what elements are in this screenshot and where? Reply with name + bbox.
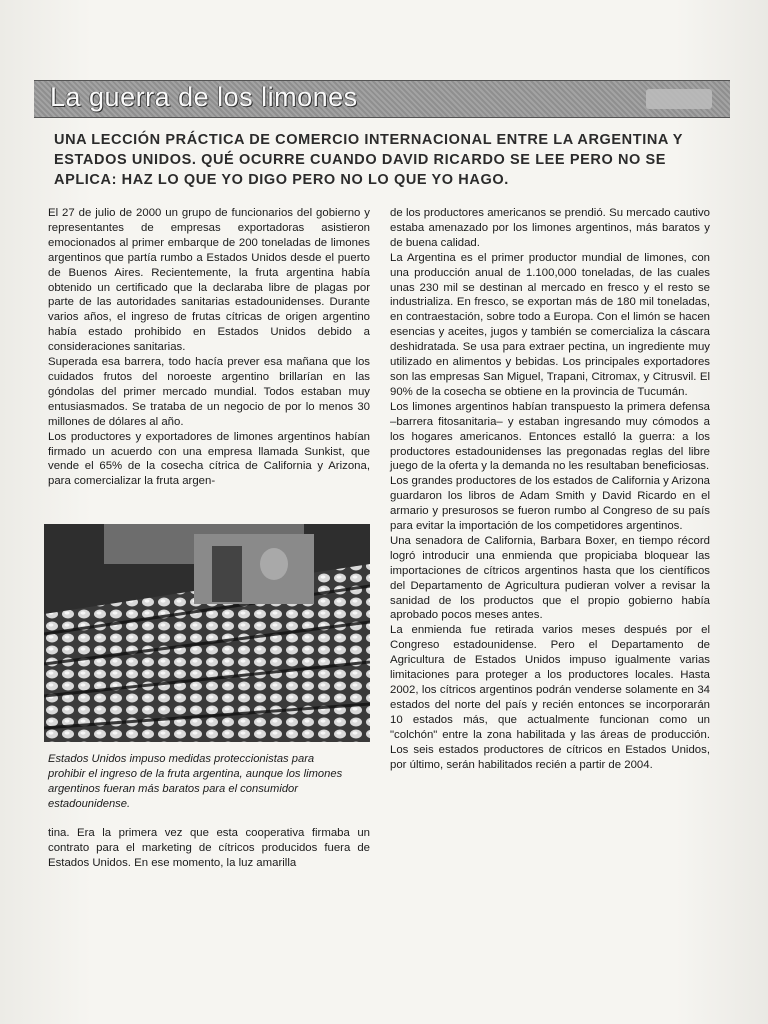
- paragraph: tina. Era la primera vez que esta cooperativa firmaba un contrato para el marketing de cítricos producidos fuera de Estados Unidos. En ese momento, la luz amarilla: [48, 827, 370, 869]
- paragraph: La enmienda fue retirada varios meses después por el Congreso estadounidense. Pero el Departamento de Agricultura de Estados Unidos impuso igualmente varias limitaciones para proteger a los productores locales. Hasta 2002, los cítricos argentinos podrán venderse solamente en 34 estados del norte del país y recién entonces se incorporarán 10 estados más, que actualmente funcionan como un "colchón" entre la zona habilitada y las áreas de producción. Los seis estados productores de cítricos en Estados Unidos, por último, serán habilitados recién a partir de 2004.: [390, 624, 710, 771]
- left-column-continued: [48, 826, 370, 871]
- left-column: [48, 206, 370, 489]
- paragraph: Una senadora de California, Barbara Boxer, en tiempo récord logró introducir una enmienda que propiciaba bloquear las importaciones de cítricos argentinos hasta que los científicos del Departamento de Agricultura pudieran volver a revisar la sanidad de los productos que el propio gobierno había aprobado pocos meses antes.: [390, 534, 710, 622]
- paragraph: Los limones argentinos habían transpuesto la primera defensa –barrera fitosanitaria– y estaban ingresando muy cómodos a los hogares americanos. Entonces estalló la guerra: a los productores estadounidenses las pregonadas reglas del libre juego de la oferta y la demanda no les resultaban beneficiosas.: [390, 400, 710, 473]
- section-banner: [34, 80, 730, 118]
- paragraph: Los grandes productores de los estados de California y Arizona guardaron los libros de Adam Smith y David Ricardo en el armario y presurosos se fueron rumbo al Congreso de su país para evitar la importación de los competidores argentinos.: [390, 475, 710, 533]
- paragraph: Los productores y exportadores de limones argentinos habían firmado un acuerdo con una empresa llamada Sunkist, que vende el 65% de la cosecha cítrica de California y Arizona, para comercializar la fruta argen-: [48, 430, 370, 488]
- section-tag: [646, 89, 712, 109]
- photo-caption: Estados Unidos impuso medidas proteccionistas para prohibir el ingreso de la fruta argentina, aunque los limones argentinos fueran más baratos para el consumidor estadounidense.: [48, 753, 343, 810]
- paragraph: La Argentina es el primer productor mundial de limones, con una producción anual de 1.100,000 toneladas, de las cuales unas 230 mil se destinan al mercado en fresco y el resto se industrializa. En fresco, se exportan más de 180 mil toneladas, en contraestación, sobre todo a Europa. Con el limón se hacen esencias y aceites, jugos y también se comercializa la cáscara deshidratada. Se usa para extraer pectina, un ingrediente muy utilizado en alimentos y bebidas. Los principales exportadores son las empresas San Miguel, Trapani, Citromax, y Citrusvil. El 90% de la cosecha se obtiene en la provincia de Tucumán.: [390, 251, 710, 398]
- right-column: [390, 206, 710, 772]
- paragraph: Superada esa barrera, todo hacía prever esa mañana que los cuidados frutos del noroeste argentino brillarían en las góndolas del primer mercado mundial. Todos estaban muy entusiasmados. Se trataba de un negocio de por lo menos 30 millones de dólares al año.: [48, 356, 370, 428]
- section-title: La guerra de los limones: [50, 82, 358, 112]
- article-subtitle: UNA LECCIÓN PRÁCTICA DE COMERCIO INTERNACIONAL ENTRE LA ARGENTINA Y ESTADOS UNIDOS. QUÉ OCURRE CUANDO DAVID RICARDO SE LEE PERO NO SE APLICA: HAZ LO QUE YO DIGO PERO NO LO QUE YO HAGO.: [54, 132, 683, 188]
- paragraph: El 27 de julio de 2000 un grupo de funcionarios del gobierno y representantes de empresas exportadoras asistieron emocionados al primer embarque de 200 toneladas de limones argentinos que partía rumbo a Estados Unidos desde el puerto de Buenos Aires. Recientemente, la fruta argentina había obtenido un certificado que la declaraba libre de plagas por parte de las autoridades sanitarias estadounidenses. Durante varios años, el ingreso de frutas cítricas de origen argentino había estado prohibido en Estados Unidos debido a consideraciones sanitarias.: [48, 207, 370, 354]
- lemon-packing-photo: [44, 524, 370, 742]
- paragraph: de los productores americanos se prendió. Su mercado cautivo estaba amenazado por los limones argentinos, más baratos y de buena calidad.: [390, 207, 710, 249]
